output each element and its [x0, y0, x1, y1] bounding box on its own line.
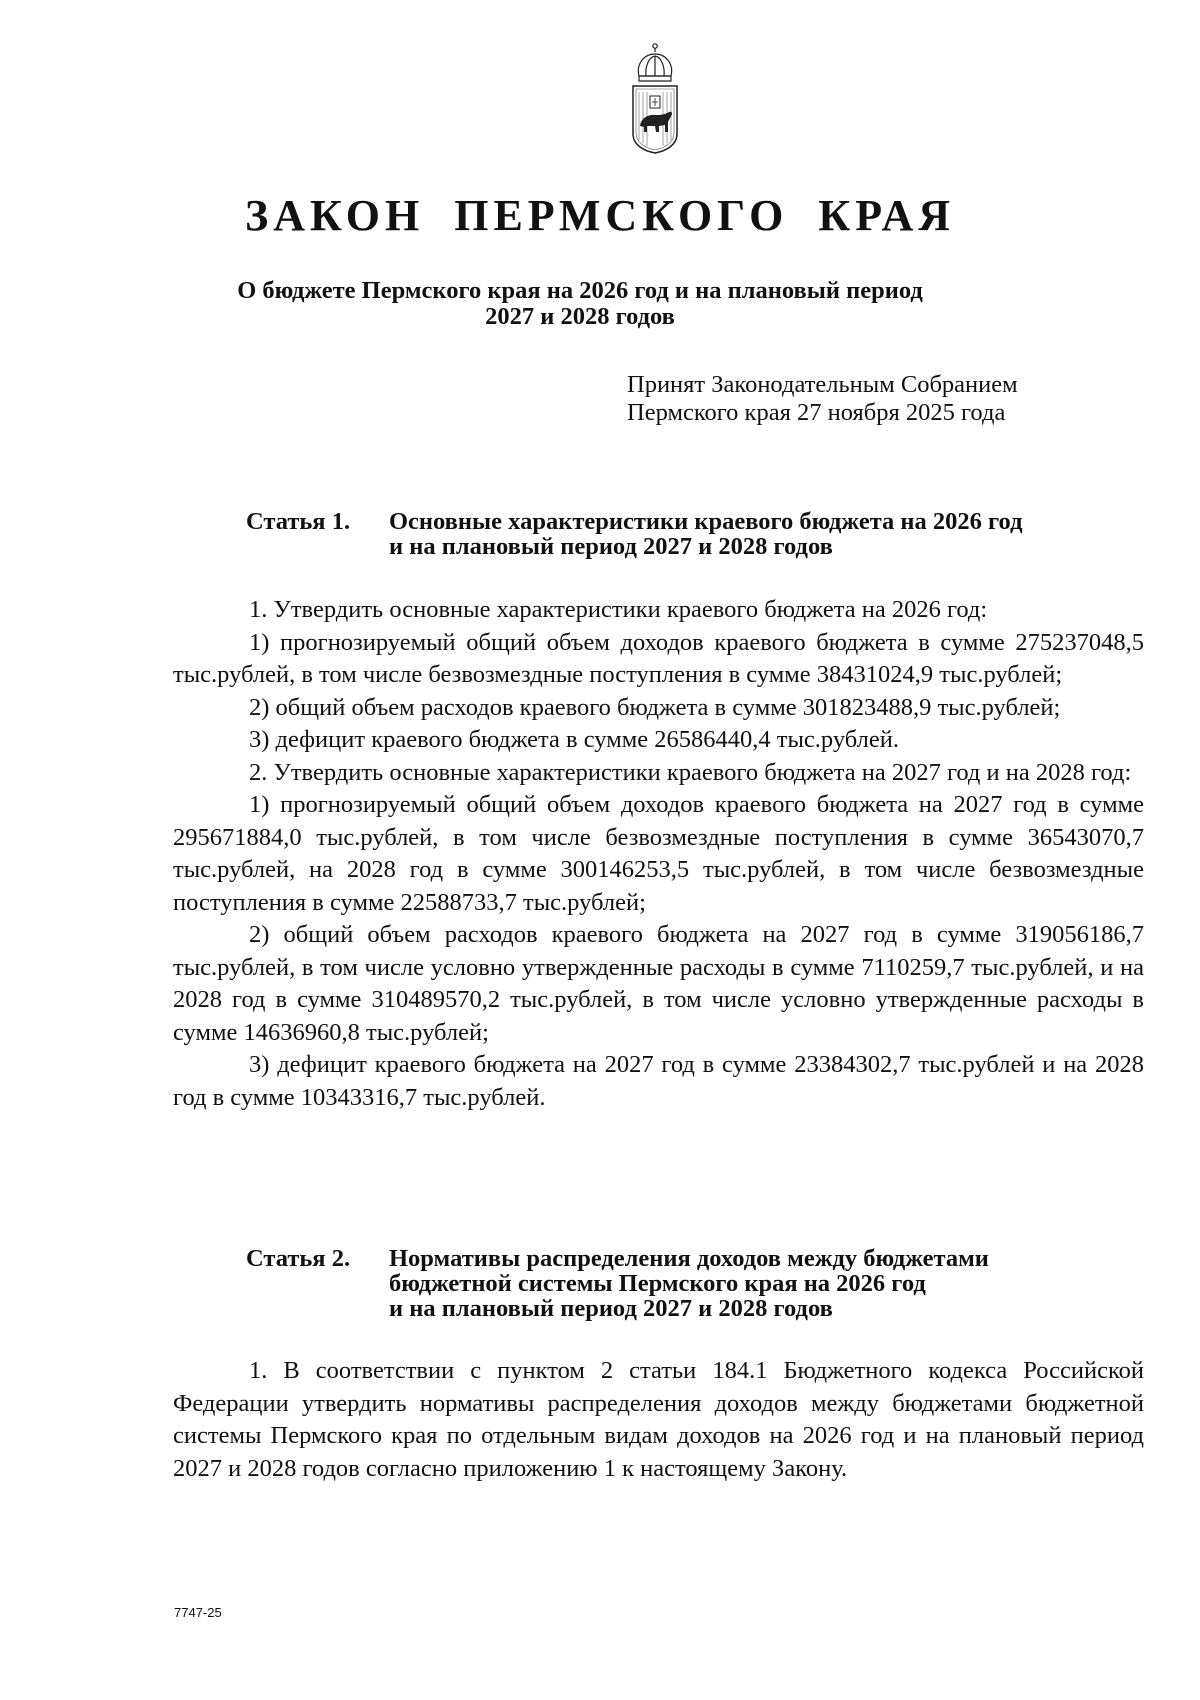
adoption-note-line: Принят Законодательным Собранием: [627, 371, 1018, 398]
article-paragraph: 1) прогнозируемый общий объем доходов краевого бюджета в сумме 275237048,5 тыс.рублей, в том числе безвозмездные поступления в сумме 38431024,9 тыс.рублей;: [173, 628, 1144, 688]
article-title-line: и на плановый период 2027 и 2028 годов: [389, 533, 833, 560]
adoption-note-line: Пермского края 27 ноября 2025 года: [627, 399, 1006, 426]
article-title: [389, 509, 1149, 559]
article-1-body: [173, 594, 1144, 1114]
adoption-note: [627, 371, 1018, 427]
article-paragraph: 3) дефицит краевого бюджета на 2027 год в сумме 23384302,7 тыс.рублей и на 2028 год в сумме 10343316,7 тыс.рублей.: [173, 1051, 1144, 1111]
subtitle-line: 2027 и 2028 годов: [485, 303, 675, 330]
subtitle-line: О бюджете Пермского края на 2026 год и на плановый период: [237, 277, 923, 304]
article-title-line: Основные характеристики краевого бюджета на 2026 год: [389, 508, 1023, 535]
document-code: 7747-25: [174, 1605, 222, 1620]
article-paragraph: 1. В соответствии с пунктом 2 статьи 184.1 Бюджетного кодекса Российской Федерации утвердить нормативы распределения доходов между бюджетами бюджетной системы Пермского края по отдельным видам доходов на 2026 год и на плановый период 2027 и 2028 годов согласно приложению 1 к настоящему Закону.: [173, 1357, 1144, 1482]
article-paragraph: 1. Утвердить основные характеристики краевого бюджета на 2026 год:: [249, 596, 988, 623]
article-title-line: Нормативы распределения доходов между бюджетами: [389, 1245, 989, 1272]
article-title-line: бюджетной системы Пермского края на 2026 год: [389, 1270, 926, 1297]
article-paragraph: 1) прогнозируемый общий объем доходов краевого бюджета на 2027 год в сумме 295671884,0 тыс.рублей, в том числе безвозмездные поступления в сумме 36543070,7 тыс.рублей, на 2028 год в сумме 300146253,5 тыс.рублей, в том числе безвозмездные поступления в сумме 22588733,7 тыс.рублей;: [173, 791, 1144, 916]
article-number: Статья 2.: [246, 1245, 351, 1272]
law-title: ЗАКОН ПЕРМСКОГО КРАЯ: [244, 191, 956, 240]
article-paragraph: 2) общий объем расходов краевого бюджета на 2027 год в сумме 319056186,7 тыс.рублей, в том числе условно утвержденные расходы в сумме 7110259,7 тыс.рублей, и на 2028 год в сумме 310489570,2 тыс.рублей, в том числе условно утвержденные расходы в сумме 14636960,8 тыс.рублей;: [173, 921, 1144, 1046]
article-title: [389, 1246, 1149, 1321]
article-number: Статья 1.: [246, 508, 351, 535]
article-paragraph: 2. Утвердить основные характеристики краевого бюджета на 2027 год и на 2028 год:: [249, 758, 1132, 786]
law-subtitle: [230, 278, 930, 330]
article-paragraph: 2) общий объем расходов краевого бюджета в сумме 301823488,9 тыс.рублей;: [249, 693, 1061, 721]
article-paragraph: 3) дефицит краевого бюджета в сумме 26586440,4 тыс.рублей.: [249, 726, 899, 753]
article-title-line: и на плановый период 2027 и 2028 годов: [389, 1295, 833, 1322]
coat-of-arms-emblem: [626, 42, 684, 154]
article-2-body: [173, 1355, 1144, 1485]
